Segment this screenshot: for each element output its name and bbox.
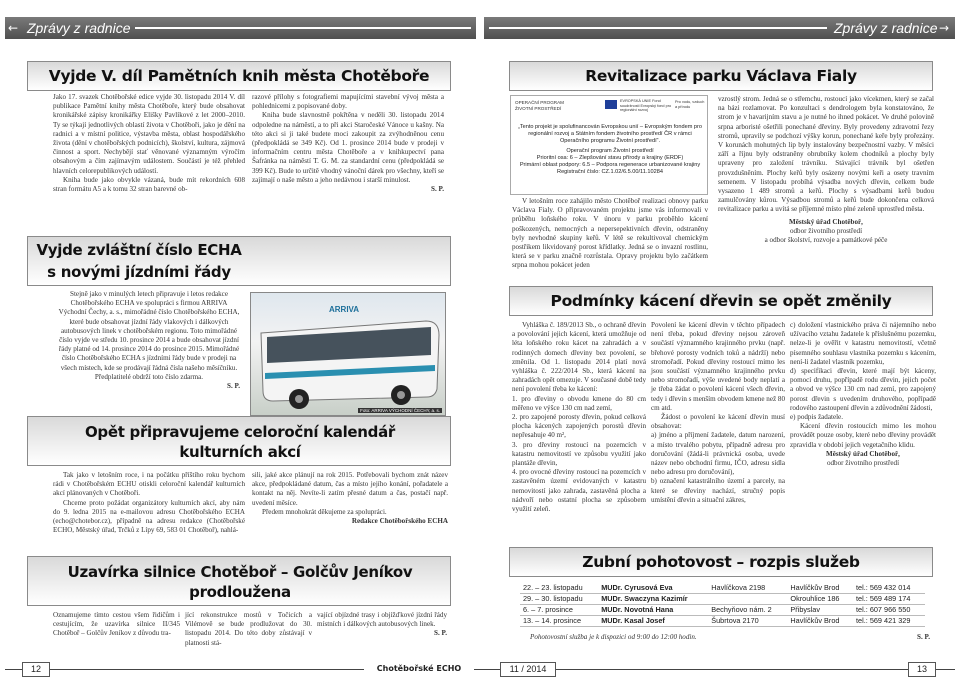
paragraph: razové přílohy s fotografiemi mapujícími stavební vývoj města a pohlednicemi z popisované doby. [252,93,444,111]
article-title: Revitalizace parku Václava Fialy [585,67,857,85]
paragraph: Kniha bude slavnostně pokřtěna v neděli 30. listopadu 2014 odpoledne na náměstí, a to při akci Staročeské Vánoce u kašny. Na této akci si ji také budete moci zakoupit za zvýhodněnou cenu (předpokládá se 349 Kč). Od 1. prosince 2014 bude v prodeji v informačním centru města Chotěboře a v knihkupectví pana Šafránka na náměstí T. G. M. za standardní cenu (předpokládá se 399 Kč). Bude to určitě vhodný vánoční dárek pro všechny, kteří se zajímají o naše město a jeho nedávnou i starší minulost. [252,111,444,184]
table-row [520,615,925,626]
signature-dept: odbor životního prostředí [826,459,900,468]
article-title-box [509,61,933,91]
table-cell-date: 6. – 7. prosince [520,604,598,615]
list-item: c) doložení vlastnického práva či nájemního nebo užívacího vztahu žadatele k příslušnému pozemku, nelze-li je ověřit v katastru nemovitostí, včetně písemného souhlasu vlastníka pozemku s kácením, není-li žadatel vlastník pozemku, [790,321,936,366]
table-cell-doctor: MUDr. Swaczyna Kazimír [598,593,708,604]
list-item: d) specifikaci dřevin, které mají být káceny, pomocí druhu, popřípadě rodu dřevin, jejich počet a obvod ve výšce 130 cm nad zemí, pro zapojený porost dřevin s uvedením druhového, popřípadě rodového zastoupení dřevin a zdůvodnění žádosti, [790,367,936,412]
table-cell-town: Okrouhlice 186 [787,593,853,604]
list-item: e) podpis žadatele. [790,413,843,422]
registration-number: Registrační číslo: CZ.1.02/6.5.00/11.10284 [557,169,663,175]
table-row [520,593,925,604]
article-title: Opět připravujeme celoroční kalendář [84,423,396,441]
list-item: 1. pro dřeviny o obvodu kmene do 80 cm měřeno ve výšce 130 cm nad zemí, [512,394,646,412]
signature: Městský úřad Chotěboř, [826,449,900,458]
article-text: V letošním roce zahájilo město Chotěboř realizaci obnovy parku Václava Fialy. O připravovaném projektu jsme vás informovali v průběhu loňského roku. V únoru v parku proběhlo kácení poškozených, nemocných a nepersepektivních dřevin, odstraněny byly nevhodné skupiny keřů. V létě se rekultivoval chemickým postřikem likvidovaný porost křídlatky. Jedná se o invazní rostlinu, která se v parku značně rozrůstala. Opravy projektu bylo začátkem srpna mohou pokácet jeden [512,197,708,270]
table-cell-town: Přibyslav [787,604,853,615]
table-cell-street: Bechyňovo nám. 2 [708,604,787,615]
table-cell-date: 29. – 30. listopadu [520,593,598,604]
table-cell-date: 13. – 14. prosince [520,615,598,626]
list-item: b) označení katastrálního území a parcely, na které se dřeviny nachází, stručný popis umístění dřevin a situační zákres, [651,477,785,504]
article-title: Uzavírka silnice Chotěboř – Golčův Jeníkov [67,563,413,581]
article-title-box [509,286,933,316]
signature: S. P. [431,185,444,194]
table-row [520,604,925,615]
bus-photo [250,292,446,416]
eu-notice: „Tento projekt je spolufinancován Evropskou unií – Evropským fondem pro regionální rozvoj a Státním fondem životního prostředí ČR v rámci Operačního programu Životní prostředí“. [517,124,703,144]
page-number-left: 12 [22,662,50,677]
table-cell-street [708,593,787,604]
note: Pohotovostní služba je k dispozici od 9:00 do 12:00 hodin. [530,633,697,641]
list-item: 2. pro zapojené porosty dřevin, pokud celková plocha kácených zapojených porostů dřevin nepřesahuje 40 m², [512,413,646,440]
paragraph: Kácení dřevin rostoucích mimo les mohou provádět pouze osoby, které nebo dřeviny provádět zpravidla v období jejich vegetačního klidu. [790,422,936,449]
table-cell-phone: tel.: 569 432 014 [853,582,925,593]
issue-number: 11 / 2014 [500,662,556,677]
paragraph: Chceme proto požádat organizátory kulturních akcí, aby nám do 9. ledna 2015 na e-mailovou adresu Chotěbořského ECHA (echo@chotebor.cz), případně na adresu redakce (Chotěbořské ECHO, Městský úřad, Trčků z Lípy 69, 583 01 Chotěboř), nahlá- [53,498,245,535]
article-text [53,471,245,535]
article-text [512,321,646,514]
section-title-right: Zprávy z radnice [834,20,938,36]
paragraph: Stejně jako v minulých letech připravuje i letos redakce Chotěbořského ECHA ve spolupráci s firmou ARRIVA Východní Čechy, a. s., mimořádné číslo Chotěbořského ECHA, které bude obsahovat jízdní řády vlakových i dálkových autobusových linek v chotěbořském regionu. Toto mimořádné číslo vyjde ve středu 10. prosince 2014 a bude obsahovat jízdní řády platné od 14. prosince 2014 do prosince 2015. Mimořádné číslo Chotěbořského ECHA s jízdními řády bude v prodeji na všech místech, kde se prodávají řádná čísla našeho měsíčníku. Předplatitelé obdrží toto číslo zdarma. [58,290,240,381]
list-item: a) jméno a příjmení žadatele, datum narození, a místo trvalého pobytu, případně adresu pro doručování (žádá-li právnická osoba, uvede název nebo obchodní firmu, IČO, adresu sídla nebo adresu pro doručování), [651,431,785,477]
article-text [317,611,447,639]
publication-title: Chotěbořské ECHO [364,662,474,677]
paragraph: Jako 17. svazek Chotěbořské edice vyjde 30. listopadu 2014 V. díl publikace Pamětní knihy města Chotěboře, který bude obsahovat kronikářské zápisy kronikářky Elišky Pavlíkové z let 2000–2010. Ty se týkají jednotlivých oblastí života v Chotěboři, jako je dění na radnici a v místní politice, výstavba města, oblast hospodářského života (dění v chotěbořských podnicích), školství, kultura, zájmová činnost a sport. Nechybějí stať věnované významným výročím obsahovým a čím zajímavým událostem. Součástí je též přehled hlavních celorepublikových událostí. [53,93,245,175]
sfzp-logo: Pro vodu, vzduch a přírodu [675,100,705,109]
arrow-left-icon: ← [8,21,19,35]
article-text [53,93,245,194]
dental-schedule-table [520,582,925,627]
list-item: 3. pro dřeviny rostoucí na pozemcích v katastru nemovitostí ve způsobu využití jako plantáže dřevin, [512,440,646,468]
article-subtitle: s novými jízdními řády [47,263,231,281]
paragraph: Tak jako v letošním roce, i na počátku příštího roku bychom rádi v Chotěbořském ECHU otiskli celoroční kalendář kulturních akcí plánovaných v Chotěboři. [53,471,245,498]
table-cell-phone: tel.: 569 421 329 [853,615,925,626]
header-band-right [484,17,955,39]
signature: Městský úřad Chotěboř, [789,217,863,226]
eu-info-text [514,124,706,176]
paragraph: Kniha bude jako obvykle vázaná, bude mít rekordních 608 stran formátu A5 a k tomu 32 stran barevné ob- [53,175,245,194]
article-text [790,321,936,468]
article-text [58,290,240,391]
eu-logo: EVROPSKÁ UNIE Fond soudržnosti Evropský fond pro regionální rozvoj [620,99,672,112]
program-name: Operační program Životní prostředí [566,148,654,154]
page-number-right: 13 [908,662,936,677]
table-row [520,582,925,593]
arrow-right-icon: → [939,21,950,35]
article-text [718,95,934,245]
article-title: Podmínky kácení dřevin se opět změnily [550,292,892,310]
article-title-box [27,416,451,466]
list-item: 4. pro ovocné dřeviny rostoucí na pozemcích v zastavěném území evidovaných v katastru nemovitostí jako zahrada, zastavěná plocha a nádvoří nebo ostatní plocha se způsobem využití zeleň. [512,468,646,514]
table-cell-town: Havlíčkův Brod [787,582,853,593]
signature: S. P. [917,633,930,641]
op-logo: OPERAČNÍ PROGRAM ŽIVOTNÍ PROSTŘEDÍ [515,100,565,111]
article-title-box [27,236,451,286]
footer-line [5,669,955,670]
eu-flag-icon [605,100,617,109]
paragraph: Vyhláška č. 189/2013 Sb., o ochraně dřevin a povolování jejich kácení, která umožňuje od léta loňského roku kácet na zahradách a v rodinných domech dřeviny bez povolení, se změnila. Od 1. listopadu 2014 platí nová vyhláška č. 222/2014 Sb., která kácení na zahradách opět omezuje. V současné době tedy není povolení třeba ke kácení: [512,321,646,394]
photo-caption: Foto: ARRIVA VÝCHODNÍ ČECHY, a. s. [360,408,440,413]
article-text: jící rekonstrukce mostů v Točicích a Vilémově se bude prodlužovat do 30. listopadu 2014. Do této doby zůstávají v platnosti stá- [185,611,312,647]
signature-dept: odbor životního prostředí [789,226,863,235]
arriva-logo: ARRIVA [329,305,360,314]
article-title-box [27,61,451,91]
table-cell-street: Havlíčkova 2198 [708,582,787,593]
article-text [252,93,444,194]
article-title-box [509,547,933,577]
article-subtitle: prodloužena [189,583,291,601]
article-title: Vyjde zvláštní číslo ECHA [36,241,242,259]
article-subtitle: kulturních akcí [179,443,301,461]
table-cell-doctor: MUDr. Cyrusová Eva [598,582,708,593]
article-text [651,321,785,505]
signature: S. P. [434,629,447,638]
table-cell-phone: tel.: 569 489 174 [853,593,925,604]
paragraph: vzrostlý strom. Jedná se o střemchu, rostoucí jako vícekmen, který se začal na bázi rozlamovat. Po konzultaci s dendrologem byla konstatováno, že strom je v havarijním stavu a je nutné ho ihned pokácet. Ve druhé polovině srpna arboristé ošetřili ponechané dřeviny. Byly provedeny zdravotní řezy stromů, upravily se podchozí výšky korun, ponechané keře byly prořezány. V korunách mohutných lip byly instalovány bezpečnostní vazby. V měsíci září a říjnu byly odstraněny obrubníky kolem chodníků a plochy byly upraveny pro založení trávníku. Stávající trávník byl ošetřen provzdušněním. Plochy keřů byly osázeny novými keři a osety travním semenem. V listopadu probíhá výsadba nových dřevin, celkem bude vysazeno 1 489 stromů a keřů. Plochy s výsadbami keřů budou zamulčovány kůrou. Výsadbou stromů a keřů bude dokončena celková revitalizace parku a uvítá se příjemné místo plné zeleně uprostřed města. [718,95,934,214]
eu-info-box [510,95,708,195]
table-cell-street: Šubrtova 2170 [708,615,787,626]
paragraph: sili, jaké akce plánují na rok 2015. Potřebovali bychom znát název akce, předpokládané datum, čas a místo jejího konání, pořadatele a kontakt na něj. Nevíte-li zatím přesné datum a čas, postačí např. uvedení měsíce. [252,471,448,507]
table-cell-date: 22. – 23. listopadu [520,582,598,593]
signature: S. P. [227,382,240,391]
paragraph: Žádost o povolení ke kácení dřevin musí obsahovat: [651,413,785,431]
paragraph: Předem mnohokrát děkujeme za spolupráci. [262,507,387,516]
header-line [135,27,471,29]
article-text: Oznamujeme tímto cestou všem řidičům i cestujícím, že uzavírka silnice II/345 Chotěboř – Golčův Jeníkov z důvodu tra- [53,611,180,638]
section-title-left: Zprávy z radnice [27,20,131,36]
header-band-left [5,17,476,39]
support-area: Primární oblast podpory: 6.5 – Podpora regenerace urbanizované krajiny [519,162,701,168]
table-cell-town: Havlíčkův Brod [787,615,853,626]
article-title: Zubní pohotovost – rozpis služeb [582,553,860,571]
table-cell-phone: tel.: 607 966 550 [853,604,925,615]
table-cell-doctor: MUDr. Novotná Hana [598,604,708,615]
article-title-box [27,556,451,606]
header-line [489,27,827,29]
signature: Redakce Chotěbořského ECHA [351,517,448,526]
paragraph: Povolení ke kácení dřevin v těchto případech není třeba, pokud dřeviny nejsou zároveň součástí významného krajinného prvku (např. břehové porosty vodních toků a nádrží) nebo stromořadí. Pokud dřeviny rostoucí mimo les jsou součástí významného krajinného prvku nebo stromořadí, výše uvedené body neplatí a je třeba žádat o povolení kácení všech dřevin, tedy i dřevin s menším obvodem kmene než 80 cm atd. [651,321,785,412]
paragraph: vající objízdné trasy i objížďkové jízdní řády místních i dálkových autobusových linek. [317,611,447,629]
signature-dept: a odbor školství, rozvoje a památkové péče [764,236,888,245]
article-title: Vyjde V. díl Pamětních knih města Chotěboře [48,67,430,85]
priority-axis: Prioritní osa: 6 – Zlepšování stavu přírody a krajiny (ERDF) [536,155,684,161]
table-cell-doctor: MUDr. Kasal Josef [598,615,708,626]
article-text [252,471,448,526]
